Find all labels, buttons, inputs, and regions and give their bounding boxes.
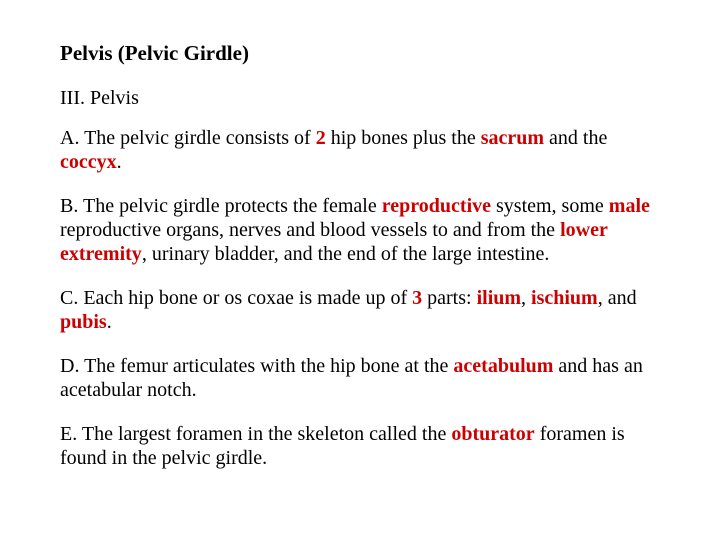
paragraph-text: , [521, 287, 532, 309]
paragraph-text: B. The pelvic girdle protects the female [60, 195, 382, 217]
highlighted-term: acetabulum [453, 355, 554, 377]
paragraph-text: reproductive organs, nerves and blood vessels to and from the [60, 219, 561, 241]
paragraph-text: foramen is found in the pelvic girdle. [60, 423, 625, 469]
highlighted-term: ilium [476, 287, 522, 309]
paragraph-d [60, 354, 670, 402]
paragraph-text: E. The largest foramen in the skeleton called the [60, 423, 452, 445]
highlighted-term: pubis [60, 311, 107, 333]
paragraph-list [60, 126, 670, 470]
highlighted-term: reproductive [381, 195, 491, 217]
paragraph-text: . [106, 311, 112, 333]
paragraph-text: and the [544, 127, 608, 149]
highlighted-term: ischium [531, 287, 598, 309]
paragraph-text: system, some [491, 195, 609, 217]
paragraph-b [60, 194, 670, 266]
section-heading: III. Pelvis [60, 87, 139, 109]
highlighted-term: coccyx [60, 151, 117, 173]
highlighted-term: male [608, 195, 650, 217]
highlighted-term: 2 [315, 127, 326, 149]
paragraph-text: parts: [422, 287, 477, 309]
paragraph-a [60, 126, 670, 174]
paragraph-text: hip bones plus the [325, 127, 481, 149]
paragraph-c [60, 286, 670, 334]
paragraph-text: A. The pelvic girdle consists of [60, 127, 316, 149]
paragraph-text: , and [597, 287, 637, 309]
paragraph-text: , urinary bladder, and the end of the large intestine. [141, 243, 550, 265]
highlighted-term: lower extremity [60, 219, 608, 265]
highlighted-term: 3 [412, 287, 423, 309]
slide-title: Pelvis (Pelvic Girdle) [60, 41, 249, 65]
highlighted-term: obturator [451, 423, 535, 445]
paragraph-text: and has an acetabular notch. [60, 355, 643, 401]
paragraph-text: C. Each hip bone or os coxae is made up of [60, 287, 413, 309]
slide-content [60, 40, 670, 490]
paragraph-e [60, 422, 670, 470]
paragraph-text: D. The femur articulates with the hip bone at the [60, 355, 454, 377]
paragraph-text: . [116, 151, 122, 173]
highlighted-term: sacrum [480, 127, 545, 149]
